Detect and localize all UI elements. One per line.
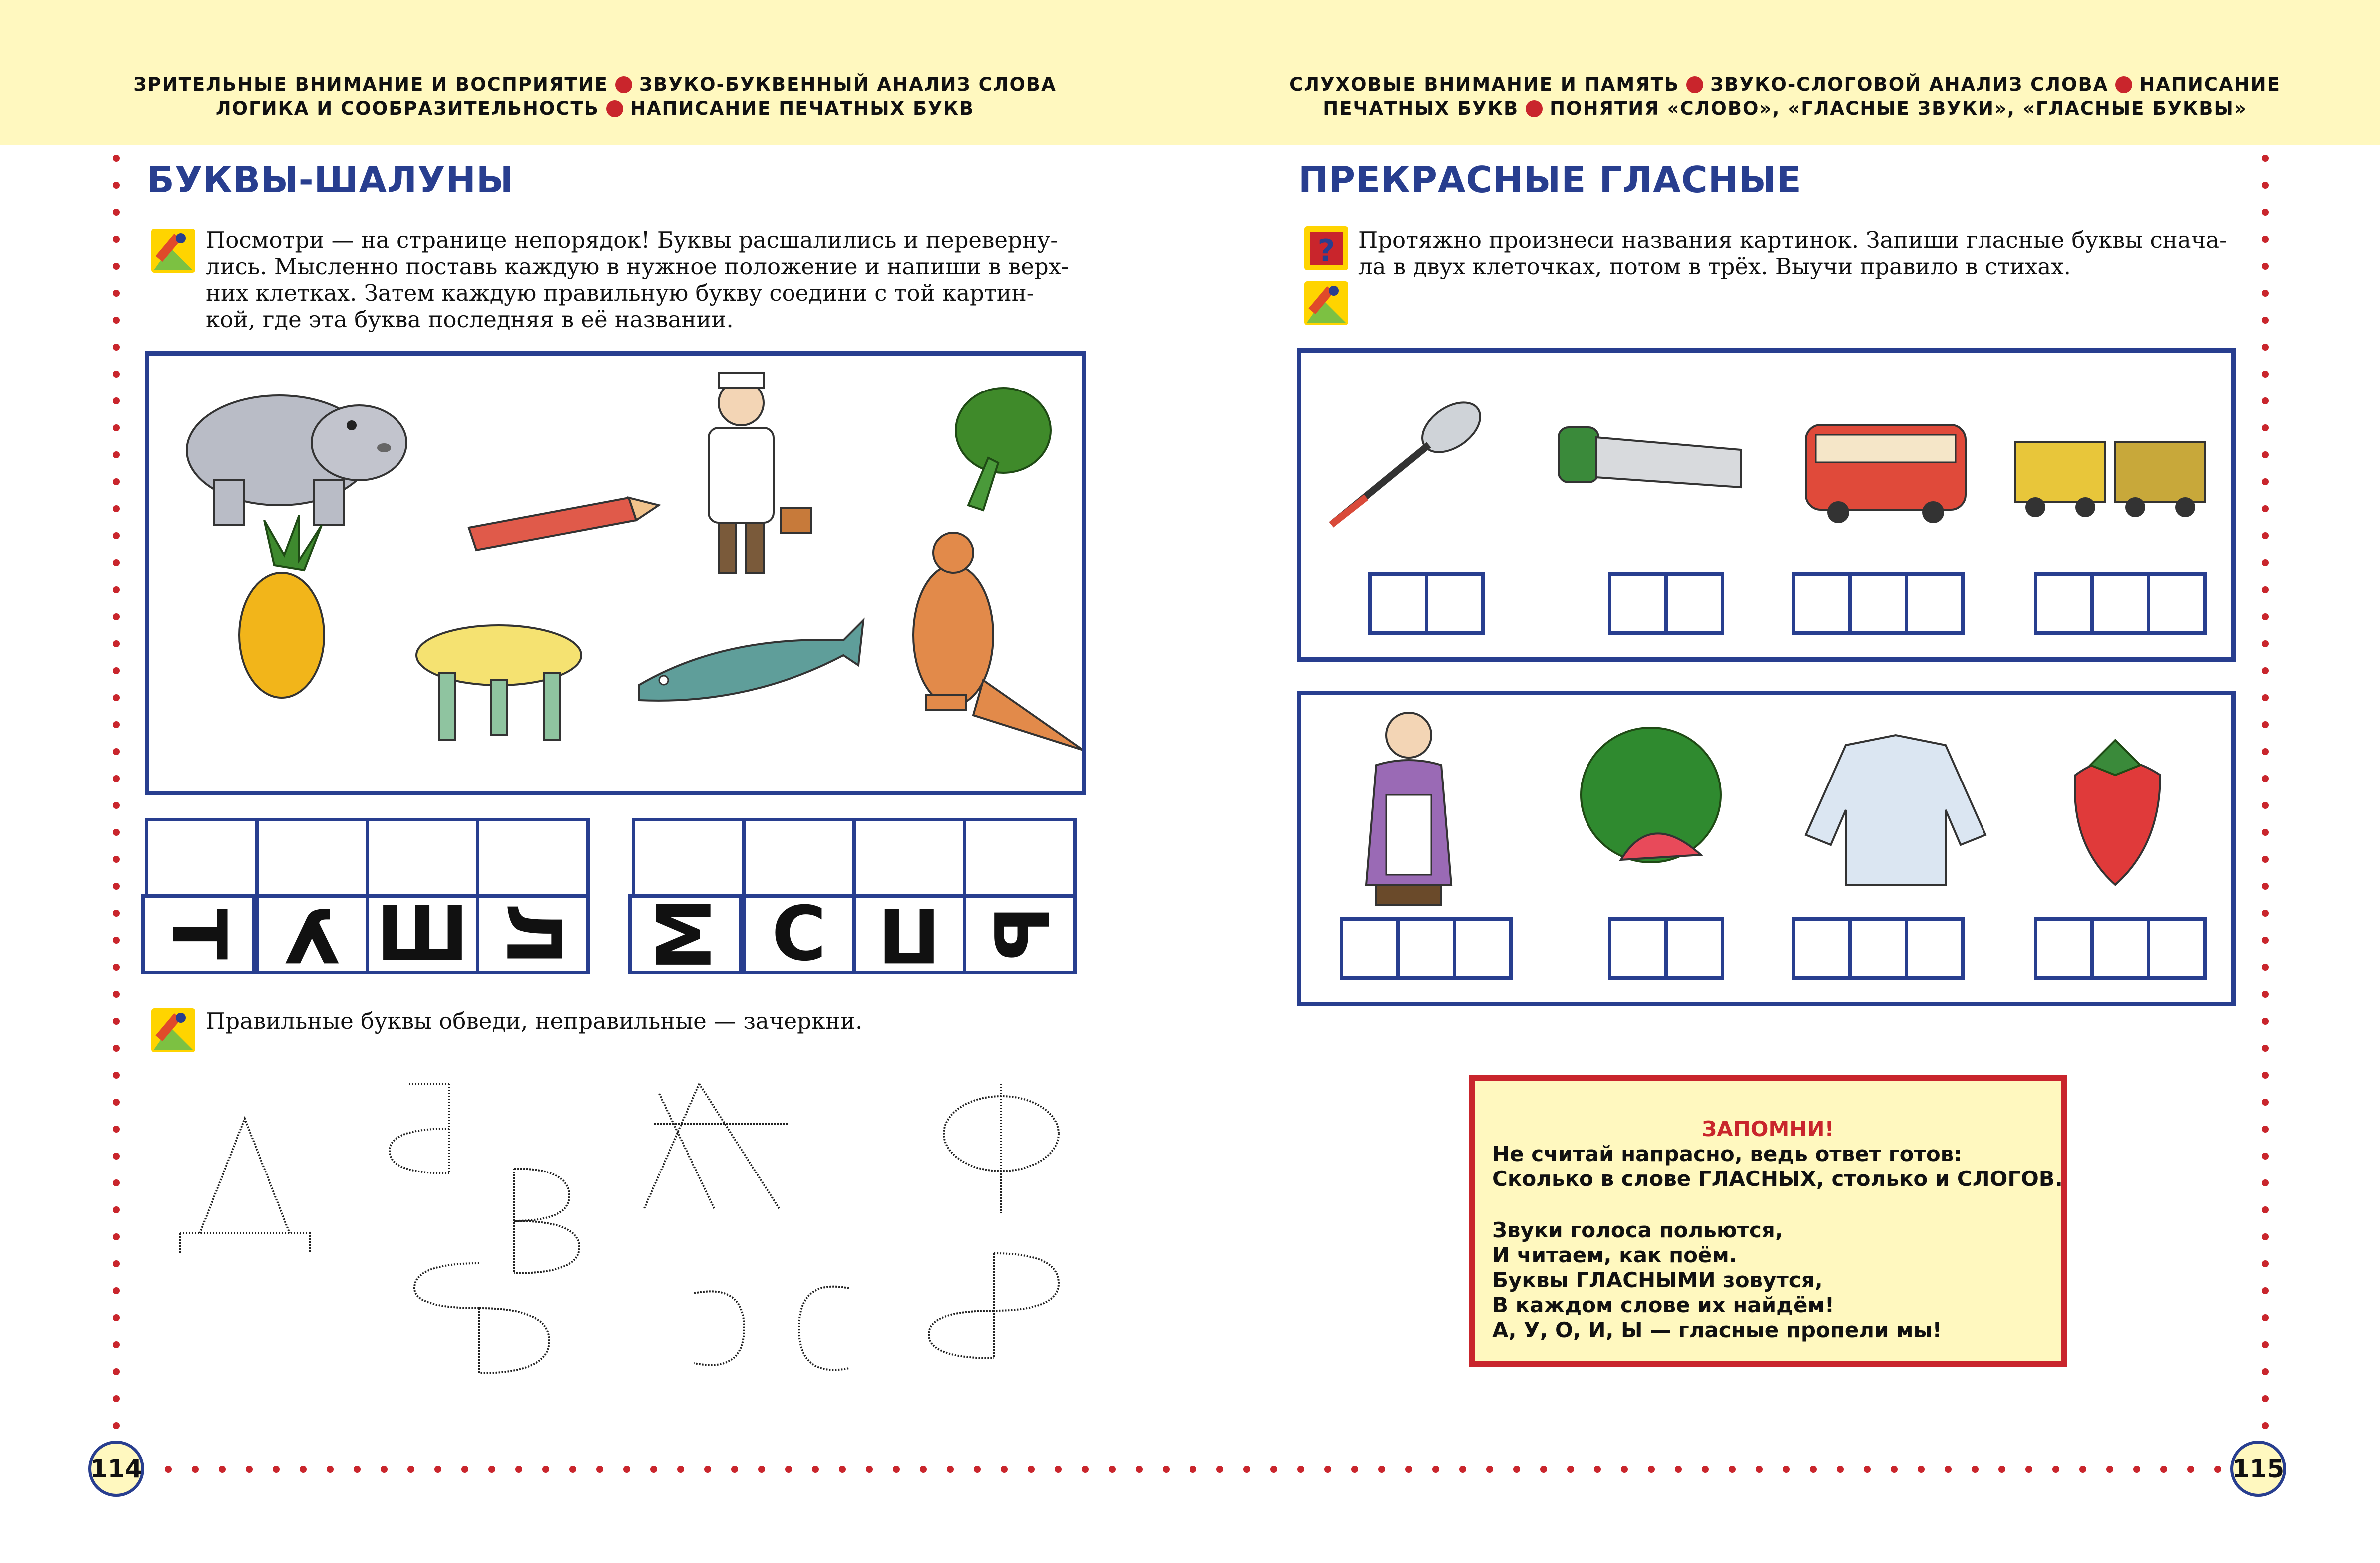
task-line: ла в двух клеточках, потом в трёх. Выучи правило в стихах. [1358,253,2071,280]
left-task-text [206,227,1085,333]
letter-tracing-area [170,1074,1069,1383]
doctor-picture[interactable] [709,373,811,573]
catfish-picture[interactable] [639,620,863,701]
pencil-task-icon [150,1007,197,1054]
rotated-letter: П [852,894,966,974]
header-topic: ЛОГИКА И СООБРАЗИТЕЛЬНОСТЬ [215,98,599,119]
letter-d-correct[interactable] [180,1119,310,1253]
header-topic: ПОНЯТИЯ «СЛОВО», «ГЛАСНЫЕ ЗВУКИ», «ГЛАСНЫЕ БУКВЫ» [1550,98,2247,119]
rotated-letter: С [742,894,856,974]
letter-ve-mirrored[interactable] [414,1263,549,1373]
letter-grid-2 [632,818,1077,978]
vowel-answer-cell[interactable] [1340,917,1400,980]
left-dotted-border [113,145,120,1463]
grid-column [963,818,1077,974]
vowel-answer-cell[interactable] [1848,572,1908,635]
vowel-cell-group [1792,917,1965,980]
right-dotted-border [2262,145,2269,1463]
dill-picture[interactable] [956,388,1051,510]
hippo-picture[interactable] [187,395,406,525]
vowel-cell-group [1792,572,1965,635]
answer-cell[interactable] [632,818,746,898]
grid-column [852,818,966,978]
grandmother-picture[interactable] [1366,713,1451,905]
answer-cell[interactable] [476,818,590,898]
task-line: них клетках. Затем каждую правильную букву соедини с той картин- [206,280,1034,306]
vowel-answer-cell[interactable] [1608,572,1668,635]
memo-title: ЗАПОМНИ! [1702,1117,1834,1141]
bullet-dot [606,100,623,117]
vowel-answer-cell[interactable] [1368,572,1428,635]
answer-cell[interactable] [255,818,369,898]
pencil-task-icon [150,227,197,274]
left-page-title: БУКВЫ-ШАЛУНЫ [147,159,514,201]
rotated-letter: У [255,894,369,974]
spoon-picture[interactable] [1331,392,1489,525]
page-number-left: 114 [88,1441,144,1497]
letter-er-mirrored[interactable] [929,1253,1059,1358]
vowel-answer-cell[interactable] [1848,917,1908,980]
vowel-answer-cell[interactable] [1792,572,1852,635]
vowel-cell-group [1340,917,1513,980]
kangaroo-picture[interactable] [913,533,1082,750]
left-task-2-text: Правильные буквы обведи, неправильные — зачеркни. [206,1008,863,1034]
vowel-answer-cell[interactable] [2147,917,2207,980]
bullet-dot [1686,76,1703,93]
rotated-letter: Ь [963,894,1077,974]
memo-line: И читаем, как поём. [1492,1243,1737,1267]
pineapple-picture[interactable] [239,515,324,698]
vowels-frame-2 [1297,691,2236,1006]
bullet-dot [615,76,632,93]
vowel-answer-cell[interactable] [1396,917,1456,980]
stool-picture[interactable] [416,625,581,740]
remember-box [1469,1075,2067,1367]
letter-be-mirrored[interactable] [390,1084,449,1173]
vowel-answer-cell[interactable] [1905,917,1965,980]
letter-ef-correct[interactable] [944,1084,1059,1213]
header-topic: НАПИСАНИЕ [2139,74,2281,95]
left-header-line-2 [0,98,1190,119]
vowel-answer-cell[interactable] [1453,917,1513,980]
shirt-picture[interactable] [1806,735,1985,885]
svg-text:?: ? [1317,233,1335,268]
vowel-answer-cell[interactable] [2090,917,2150,980]
rotated-letter: Ш [366,894,479,974]
vowels-frame-1 [1297,348,2236,662]
grid-column [255,818,369,978]
vowel-cell-group [2034,572,2207,635]
rotated-letter: Л [476,894,590,974]
bus-picture[interactable] [1806,425,1966,523]
memo-line: А, У, О, И, Ы — гласные пропели мы! [1492,1318,1942,1342]
answer-cell[interactable] [742,818,856,898]
vowel-answer-cell[interactable] [2034,917,2094,980]
bullet-dot [2115,76,2132,93]
grid-column [742,818,856,978]
right-header-band [1190,0,2380,145]
task-line: кой, где эта буква последняя в её названии. [206,306,734,333]
strawberry-picture[interactable] [2075,740,2160,885]
header-topic: ПЕЧАТНЫХ БУКВ [1323,98,1519,119]
answer-cell[interactable] [852,818,966,898]
vowel-cell-group [2034,917,2207,980]
task-line: Протяжно произнеси названия картинок. Запиши гласные буквы снача- [1358,227,2227,253]
vowel-answer-cell[interactable] [1664,572,1724,635]
pictures-frame [145,351,1086,795]
right-page-title: ПРЕКРАСНЫЕ ГЛАСНЫЕ [1298,159,1802,201]
vowel-answer-cell[interactable] [1792,917,1852,980]
header-topic: НАПИСАНИЕ ПЕЧАТНЫХ БУКВ [630,98,975,119]
memo-line: В каждом слове их найдём! [1492,1293,1835,1317]
header-topic: СЛУХОВЫЕ ВНИМАНИЕ И ПАМЯТЬ [1289,74,1680,95]
vowel-cell-group [1608,572,1724,635]
header-topic: ЗРИТЕЛЬНЫЕ ВНИМАНИЕ И ВОСПРИЯТИЕ [133,74,608,95]
vowel-answer-cell[interactable] [2147,572,2207,635]
grid-column [145,818,259,974]
letter-es-correct[interactable] [799,1287,849,1370]
vowel-answer-cell[interactable] [2034,572,2094,635]
answer-cell[interactable] [366,818,479,898]
vowel-answer-cell[interactable] [1905,572,1965,635]
header-topic: ЗВУКО-БУКВЕННЫЙ АНАЛИЗ СЛОВА [639,74,1057,95]
vowel-answer-cell[interactable] [2090,572,2150,635]
memo-line: Не считай напрасно, ведь ответ готов: [1492,1142,1963,1166]
vowel-answer-cell[interactable] [1425,572,1485,635]
rotated-letter: Т [141,894,255,974]
grid-column [632,818,746,974]
grid-column [366,818,479,978]
question-task-icon [1303,225,1350,272]
left-header-line-1 [0,74,1190,95]
memo-line: Сколько в слове ГЛАСНЫХ, столько и СЛОГОВ. [1492,1167,2063,1191]
right-header-line-2 [1190,98,2380,119]
task-line: лись. Мысленно поставь каждую в нужное положение и напиши в верх- [206,253,1069,280]
right-task-text [1358,227,2237,280]
task-line: Посмотри — на странице непорядок! Буквы расшалились и переверну- [206,227,1058,253]
letter-es-reversed[interactable] [694,1291,744,1365]
pencil-task-icon [1303,280,1350,327]
letter-ve-correct[interactable] [514,1169,579,1273]
grid-column [476,818,590,974]
right-header-line-1 [1190,74,2380,95]
letter-a-crossed[interactable] [644,1084,789,1208]
memo-line: Буквы ГЛАСНЫМИ зовутся, [1492,1268,1823,1292]
answer-cell[interactable] [963,818,1077,898]
header-topic: ЗВУКО-СЛОГОВОЙ АНАЛИЗ СЛОВА [1710,74,2109,95]
letter-grid-1 [145,818,590,978]
bullet-dot [1526,100,1543,117]
bottom-dotted-border [165,1466,2217,1473]
vowel-answer-cell[interactable] [1608,917,1668,980]
pencil-picture[interactable] [469,498,659,550]
vowel-cell-group [1368,572,1485,635]
left-header-band [0,0,1190,145]
vowel-cell-group [1608,917,1724,980]
rotated-letter: М [628,894,742,974]
train-picture[interactable] [2015,442,2205,517]
answer-cell[interactable] [145,818,259,898]
page-number-right: 115 [2230,1441,2286,1497]
vowel-answer-cell[interactable] [1664,917,1724,980]
memo-line: Звуки голоса польются, [1492,1218,1783,1242]
saw-picture[interactable] [1559,427,1741,487]
watermelon-picture[interactable] [1581,728,1721,862]
